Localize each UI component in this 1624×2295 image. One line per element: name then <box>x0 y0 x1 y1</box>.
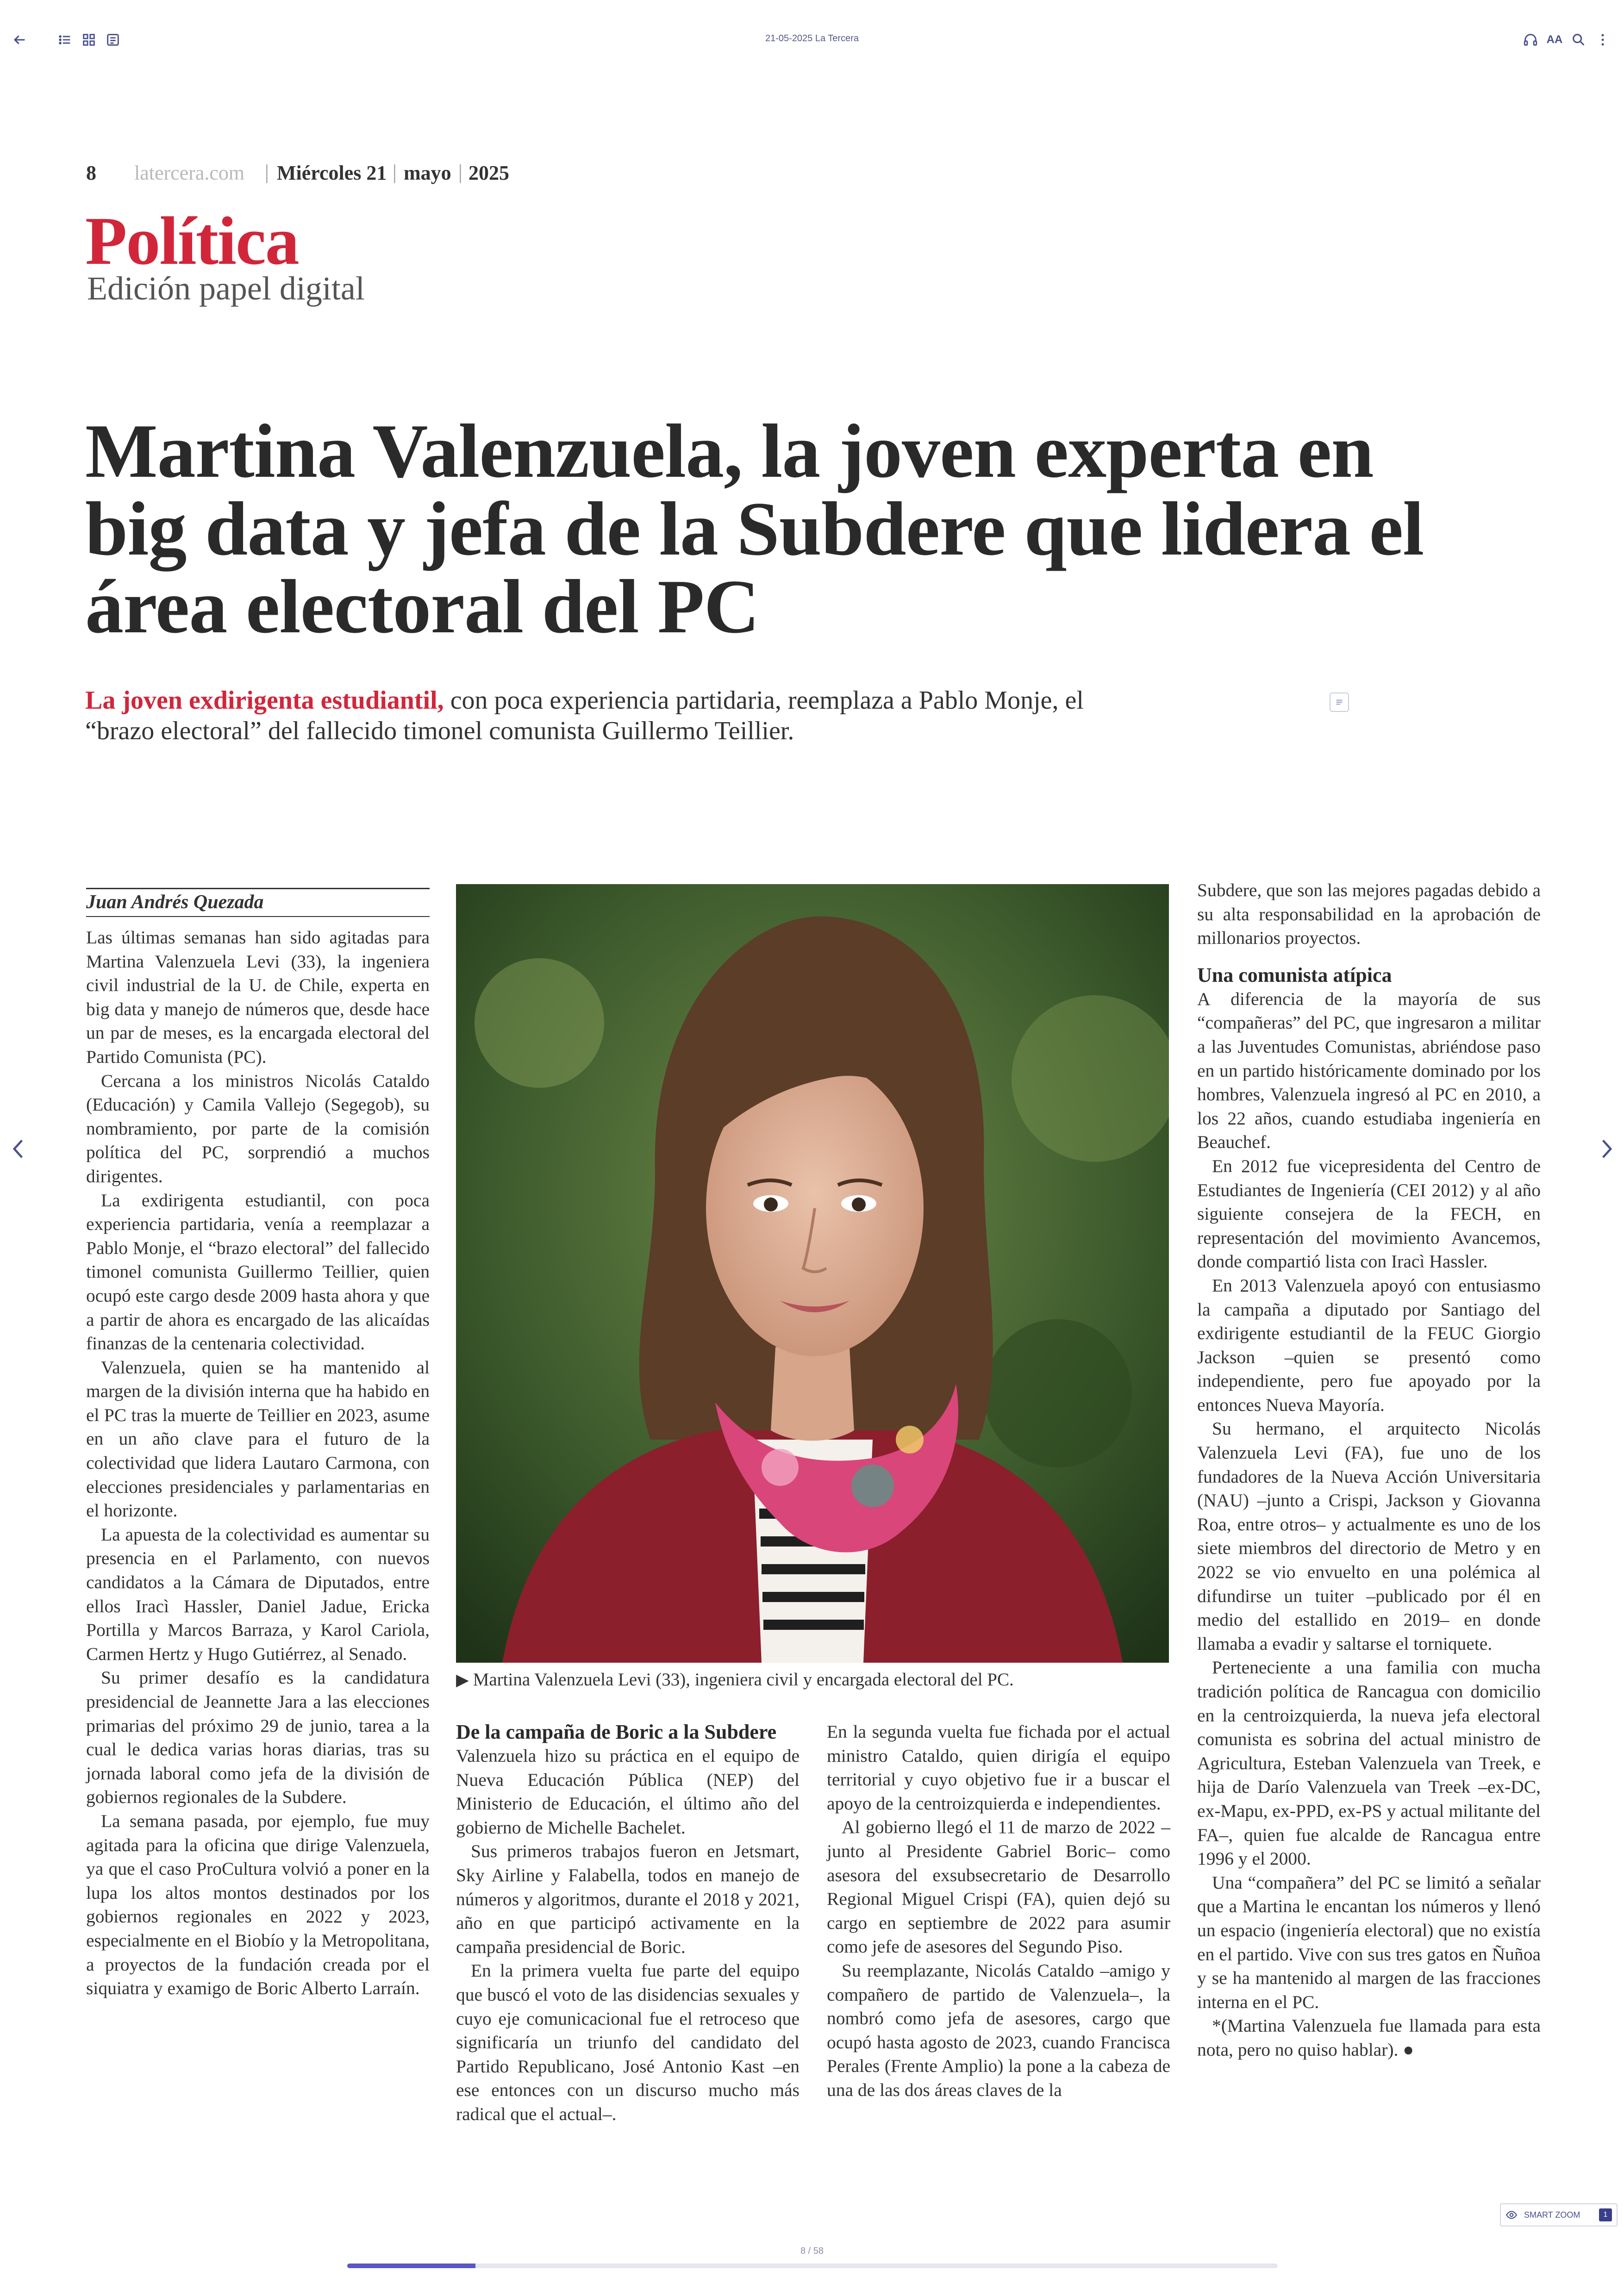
edition-label: Edición papel digital <box>87 270 365 307</box>
page-number: 8 <box>86 162 96 184</box>
header-month: mayo <box>404 162 451 184</box>
portrait-illustration <box>456 884 1169 1663</box>
smart-zoom-badge: 1 <box>1599 2208 1612 2221</box>
paragraph: *(Martina Valenzuela fue llamada para esta nota, pero no quiso hablar). ● <box>1197 2015 1541 2060</box>
paragraph: La semana pasada, por ejemplo, fue muy agitada para la oficina que dirige Valenzuela, ya que el caso ProCultura volvió a poner en la lupa los altos montos destinados por los gobiernos regionales en 2022 y 2023, especialmente en el Biobío y la Metropolitana, a proyectos de la fundación creada por el siquiatra y examigo de Boric Alberto Larraín. <box>86 1810 430 1999</box>
header-separator: | <box>458 161 462 183</box>
header-separator: | <box>393 161 397 183</box>
paragraph: En 2013 Valenzuela apoyó con entusiasmo la campaña a diputado por Santiago del exdirigente estudiantil de la FEUC Giorgio Jackson –quien se presentó como independiente, pero fue apoyado por la entonces Nueva Mayoría. <box>1197 1275 1541 1415</box>
previous-page-icon[interactable] <box>8 1135 29 1163</box>
paragraph: Su reemplazante, Nicolás Cataldo –amigo y compañero de partido de Valenzuela–, la nombró como jefa de asesores, cargo que ocupó hasta agosto de 2023, cuando Francisca Perales (Frente Amplio) la pone a la cabeza de una de las dos áreas claves de la <box>827 1960 1170 2100</box>
list-icon[interactable] <box>56 31 74 49</box>
article-column-1 <box>86 926 430 2001</box>
article-column-2 <box>456 1720 800 2127</box>
paragraph: Su hermano, el arquitecto Nicolás Valenzuela Levi (FA), fue uno de los fundadores de la Nueva Acción Universitaria (NAU) –junto a Crispi, Jackson y Giovanna Roa, entre otros– y actualmente es uno de los siete miembros del directorio de Metro y en 2022 se vio envuelto en una polémica al difundirse un tuiter –publicado por él en medio del estallido en 2019– en donde llamaba a evadir y saltarse el torniquete. <box>1197 1418 1541 1654</box>
headphones-icon[interactable] <box>1521 31 1540 49</box>
font-size-icon[interactable]: AA <box>1546 33 1563 46</box>
paragraph: La apuesta de la colectividad es aumentar su presencia en el Parlamento, con nuevos candidatos a la Cámara de Diputados, entre ellos Iracì Hassler, Daniel Jadue, Ericka Portilla y Marcos Barraza, y Karol Cariola, Carmen Hertz y Hugo Gutiérrez, al Senado. <box>86 1524 430 1664</box>
page-indicator: 8 / 58 <box>800 2246 824 2256</box>
article-headline: Martina Valenzuela, la joven experta en big data y jefa de la Subdere que lidera el área electoral del PC <box>85 408 1424 649</box>
header-day: Miércoles 21 <box>277 162 387 184</box>
paragraph: Perteneciente a una familia con mucha tradición política de Rancagua con domicilio en la centroizquierda, la nueva jefa electoral comunista es sobrina del actual ministro de Agricultura, Esteban Valenzuela van Treek, e hija de Darío Valenzuela van Treek –ex-DC, ex-Mapu, ex-PPD, ex-PS y actual militante del FA–, quien fue alcalde de Rancagua entre 1996 y el 2000. <box>1197 1657 1541 1869</box>
paragraph: Las últimas semanas han sido agitadas para Martina Valenzuela Levi (33), la ingeniera civil industrial de la U. de Chile, experta en big data y manejo de números que, desde hace un par de meses, es la encargada electoral del Partido Comunista (PC). <box>86 927 430 1067</box>
reading-progress-fill <box>347 2264 475 2268</box>
search-icon[interactable] <box>1569 31 1588 49</box>
article-column-3 <box>827 1720 1170 2102</box>
article-photo <box>456 884 1169 1663</box>
subheading: De la campaña de Boric a la Subdere <box>456 1721 777 1743</box>
smart-zoom-button[interactable] <box>1500 2203 1618 2226</box>
back-arrow-icon[interactable] <box>10 31 29 49</box>
dek-lead: La joven exdirigenta estudiantil, <box>85 686 444 715</box>
caption-text: Martina Valenzuela Levi (33), ingeniera civil y encargada electoral del PC. <box>473 1670 1014 1690</box>
window-title: 21-05-2025 La Tercera <box>765 33 859 44</box>
paragraph: Una “compañera” del PC se limitó a señalar que a Martina le encantan los números y llenó un espacio (ingeniería electoral) que no existía en el partido. Vive con sus tres gatos en Ñuñoa y se ha mantenido al margen de las fracciones interna en el PC. <box>1197 1872 1541 2012</box>
header-separator: | <box>265 161 269 183</box>
byline: Juan Andrés Quezada <box>86 888 430 917</box>
reading-progress-bar[interactable] <box>347 2264 1278 2268</box>
header-year: 2025 <box>468 162 509 184</box>
site-name: latercera.com <box>134 162 245 184</box>
paragraph: A diferencia de la mayoría de sus “compañeras” del PC, que ingresaron a militar a las Juventudes Comunistas, abriéndose paso en un partido históricamente dominado por los hombres, Valenzuela ingresó al PC en 2010, a los 22 años, cuando estudiaba ingeniería en Beauchef. <box>1197 988 1541 1153</box>
article-column-4 <box>1197 879 1541 2062</box>
page-icon[interactable] <box>104 31 122 49</box>
paragraph: Valenzuela, quien se ha mantenido al margen de la división interna que ha habido en el PC tras la muerte de Teillier en 2023, asume en un año clave para el futuro de la colectividad que lidera Lautaro Carmona, con elecciones presidenciales y parlamentarias en el horizonte. <box>86 1357 430 1521</box>
section-title: Política <box>85 203 299 279</box>
paragraph: Subdere, que son las mejores pagadas debido a su alta responsabilidad en la aprobación de millonarios proyectos. <box>1197 880 1541 948</box>
caption-arrow-icon: ▶ <box>456 1671 473 1689</box>
smart-zoom-label: SMART ZOOM <box>1524 2210 1580 2220</box>
paragraph: Sus primeros trabajos fueron en Jetsmart, Sky Airline y Falabella, todos en manejo de números y algoritmos, durante el 2018 y 2021, año en que participó activamente en la campaña presidencial de Boric. <box>456 1841 800 1957</box>
dek-text: con poca experiencia partidaria, reemplaza a Pablo Monje, el “brazo electoral” del fallecido timonel comunista Guillermo Teillier. <box>85 686 1084 745</box>
next-page-icon[interactable] <box>1596 1135 1617 1163</box>
paragraph: Al gobierno llegó el 11 de marzo de 2022 –junto al Presidente Gabriel Boric– como asesora del exsubsecretario de Desarrollo Regional Miguel Crispi (FA), quien dejó su cargo en septiembre de 2022 para asumir como jefe de asesores del Segundo Piso. <box>827 1817 1170 1957</box>
eye-icon <box>1505 2209 1518 2221</box>
paragraph: Su primer desafío es la candidatura presidencial de Jeannette Jara a las elecciones primarias del próximo 29 de junio, tarea a la cual le dedica varias horas diarias, tras su jornada laboral como jefa de la división de gobiernos regionales de la Subdere. <box>86 1667 430 1808</box>
article-dek <box>85 685 1104 746</box>
note-icon[interactable] <box>1330 692 1349 712</box>
paragraph: Cercana a los ministros Nicolás Cataldo (Educación) y Camila Vallejo (Segegob), su nombramiento, por parte de la comisión política del PC, sorprendió a muchos dirigentes. <box>86 1070 430 1186</box>
paragraph: Valenzuela hizo su práctica en el equipo de Nueva Educación Pública (NEP) del Ministerio de Educación, el último año del gobierno de Michelle Bachelet. <box>456 1746 800 1838</box>
more-vertical-icon[interactable] <box>1593 31 1612 49</box>
paragraph: En la primera vuelta fue parte del equipo que buscó el voto de las disidencias sexuales y cuyo eje comunicacional fue el retroceso que significaría un triunfo del candidato del Partido Republicano, José Antonio Kast –en ese entonces con un discurso mucho más radical que el actual–. <box>456 1960 800 2124</box>
paragraph: La exdirigenta estudiantil, con poca experiencia partidaria, venía a reemplazar a Pablo Monje, el “brazo electoral” del fallecido timonel comunista Guillermo Teillier, quien ocupó este cargo desde 2009 hasta ahora y que a partir de ahora es encargado de las alicaídas finanzas de la centenaria colectividad. <box>86 1190 430 1354</box>
paragraph: En la segunda vuelta fue fichada por el actual ministro Cataldo, quien dirigía el equipo territorial y cuyo objetivo fue ir a buscar el apoyo de la centroizquierda e independientes. <box>827 1721 1170 1814</box>
grid-icon[interactable] <box>80 31 98 49</box>
photo-caption <box>456 1669 1178 1690</box>
subheading: Una comunista atípica <box>1197 963 1392 986</box>
paragraph: En 2012 fue vicepresidenta del Centro de Estudiantes de Ingeniería (CEI 2012) y al año siguiente consejera de la FECH, en representación del movimiento Avancemos, donde compartió lista con Iracì Hassler. <box>1197 1155 1541 1272</box>
